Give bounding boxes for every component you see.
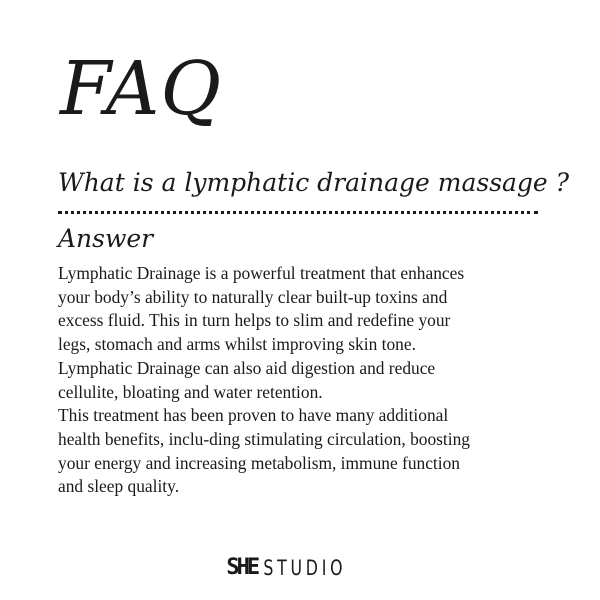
faq-title: FAQ <box>60 46 223 132</box>
studio-logo <box>226 557 373 579</box>
answer-line: Lymphatic Drainage is a powerful treatment that enhances <box>58 263 465 283</box>
answer-line: your body’s ability to naturally clear built-up toxins and <box>58 286 448 307</box>
dotted-divider <box>58 211 538 214</box>
answer-body <box>58 262 558 499</box>
answer-heading: Answer <box>58 224 154 253</box>
logo-mark: SHE <box>226 555 258 580</box>
answer-line: Lymphatic Drainage can also aid digestion and reduce <box>58 357 436 378</box>
answer-line: cellulite, bloating and water retention. <box>58 381 323 402</box>
answer-line: This treatment has been proven to have many additional <box>58 405 449 426</box>
answer-line: legs, stomach and arms whilst improving skin tone. <box>58 334 416 355</box>
logo-wordmark: STUDIO <box>263 555 346 580</box>
answer-line: health benefits, inclu-ding stimulating circulation, boosting <box>58 428 470 449</box>
question-heading: What is a lymphatic drainage massage ? <box>58 168 570 197</box>
answer-line: your energy and increasing metabolism, immune function <box>58 452 460 473</box>
answer-line: and sleep quality. <box>58 476 180 497</box>
answer-line: excess fluid. This in turn helps to slim and redefine your <box>58 310 451 331</box>
